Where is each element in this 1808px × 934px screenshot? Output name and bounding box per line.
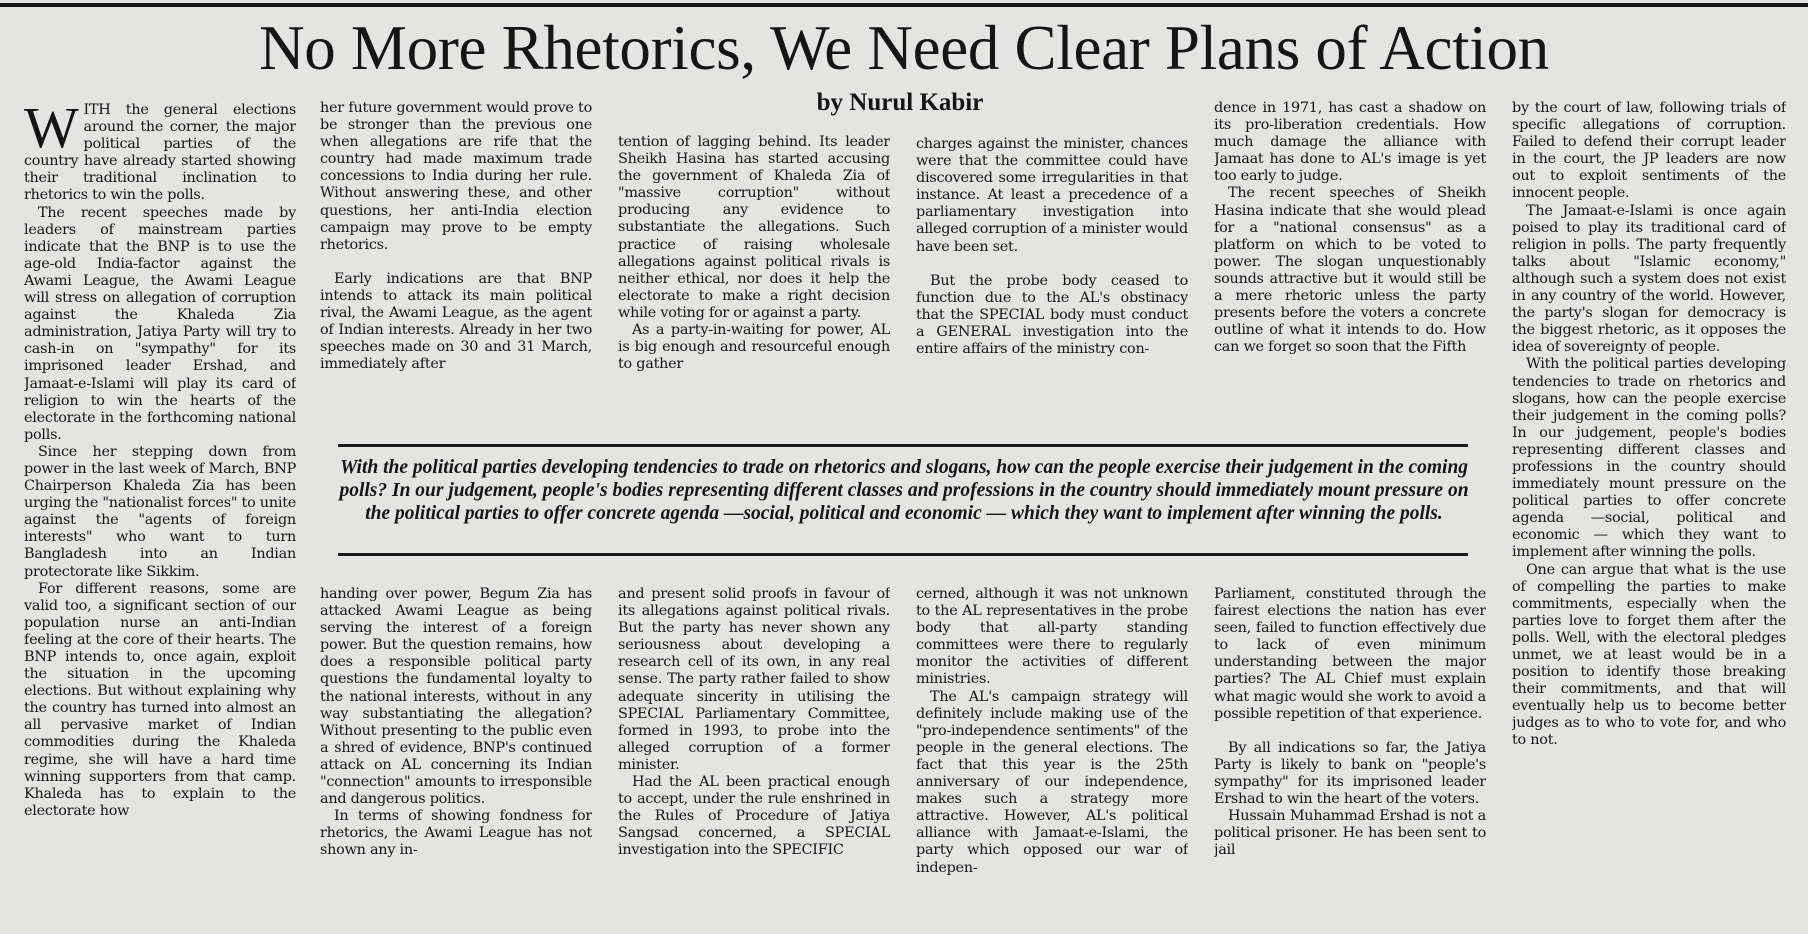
- col3-para-1: tention of lagging behind. Its leader Sheikh Hasina has started accusing the government of Khaleda Zia of "massive corruption" without producing any evidence to substantiate the allegations. Such practice of raising wholesale allegations against political rivals is neither ethical, nor does it help the electorate to make a right decision while voting for or against a party.: [618, 134, 890, 321]
- column-3-bottom: [618, 586, 890, 934]
- col3-para-3: and present solid proofs in favour of its allegations against political rivals. But the party has never shown any seriousness about developing a research cell of its own, in any real sense. The party rather failed to show adequate sincerity in utilising the SPECIAL Parliamentary Committee, formed in 1993, to probe into the alleged corruption of a former minister.: [618, 586, 890, 773]
- col5-para-4: By all indications so far, the Jatiya Party is likely to bank on "people's sympathy" for its imprisoned leader Ershad to win the heart of the voters.: [1214, 739, 1486, 808]
- byline: by Nurul Kabir: [816, 89, 984, 116]
- col1-para-3: Since her stepping down from power in the last week of March, BNP Chairperson Khaleda Zia has been urging the "nationalist forces" to unite against the "agents of foreign interests" who want to turn Bangladesh into an Indian protectorate like Sikkim.: [24, 443, 296, 580]
- col5-para-5: Hussain Muhammad Ershad is not a political prisoner. He has been sent to jail: [1214, 808, 1486, 859]
- col4-para-3: cerned, although it was not unknown to the AL representatives in the probe body that all-party standing committees were there to regularly monitor the activities of different ministries.: [916, 586, 1188, 688]
- col6-para-1: by the court of law, following trials of specific allegations of corruption. Failed to defend their corrupt leader in the court, the JP leaders are now out to exploit sentiments of the innocent people.: [1512, 100, 1786, 202]
- column-6: [1512, 100, 1786, 934]
- col2-para-4: In terms of showing fondness for rhetorics, the Awami League has not shown any in-: [320, 808, 592, 859]
- col6-para-4: One can argue that what is the use of compelling the parties to make commitments, especially when the parties love to forget them after the polls. Well, with the electoral pledges unmet, we at least would be in a position to identify those breaking their commitments, and that will eventually help us to become better judges as to who to vote for, and who to not.: [1512, 561, 1786, 749]
- col6-para-3: With the political parties developing tendencies to trade on rhetorics and slogans, how can the people exercise their judgement in the coming polls? In our judgement, people's bodies representing different classes and professions in the country should immediately mount pressure on the political parties to offer concrete agenda —social, political and economic — which they want to implement after winning the polls.: [1512, 356, 1786, 561]
- pull-quote-rule-bottom: [338, 553, 1468, 556]
- column-2-top: [320, 100, 592, 420]
- col1-para-2: The recent speeches made by leaders of mainstream parties indicate that the BNP is to use the age-old India-factor against the Awami League, the Awami League will stress on allegation of corruption against the Khaleda Zia administration, Jatiya Party will try to cash-in on "sympathy" for its imprisoned leader Ershad, and Jamaat-e-Islami will play its card of religion to win the hearts of the electorate in the forthcoming national polls.: [24, 204, 296, 443]
- column-5-top: [1214, 100, 1486, 420]
- headline: No More Rhetorics, We Need Clear Plans of Action: [259, 13, 1549, 83]
- col2-para-3: handing over power, Begum Zia has attacked Awami League as being serving the interest of a foreign power. But the question remains, how does a responsible political party questions the fundamental loyalty to the national interests, without in any way substantiating the allegation? Without presenting to the public even a shred of evidence, BNP's continued attack on AL concerning its Indian "connection" amounts to irresponsible and dangerous politics.: [320, 586, 592, 808]
- col5-para-3: Parliament, constituted through the fairest elections the nation has ever seen, failed to function effectively due to lack of even minimum understanding between the major parties? The AL Chief must explain what magic would she work to avoid a possible repetition of that experience.: [1214, 586, 1486, 722]
- col1-para-1: WITH the general elections around the corner, the major political parties of the country have already started showing their traditional inclination to rhetorics to win the polls.: [24, 102, 296, 204]
- col6-para-2: The Jamaat-e-Islami is once again poised to play its traditional card of religion in polls. The party frequently talks about "Islamic economy," although such a system does not exist in any country of the world. However, the party's slogan for democracy is the biggest rhetoric, as it opposes the idea of sovereignty of people.: [1512, 202, 1786, 356]
- col3-para-4: Had the AL been practical enough to accept, under the rule enshrined in the Rules of Procedure of Jatiya Sangsad concerned, a SPECIAL investigation into the SPECIFIC: [618, 774, 890, 859]
- column-4-bottom: [916, 586, 1188, 934]
- col5-para-1: dence in 1971, has cast a shadow on its pro-liberation credentials. How much damage the alliance with Jamaat has done to AL's image is yet too early to judge.: [1214, 100, 1486, 185]
- column-2-bottom: [320, 586, 592, 934]
- pull-quote-rule-top: [338, 444, 1468, 447]
- top-rule: [0, 3, 1808, 7]
- column-4-top: [916, 136, 1188, 420]
- col5-para-2: The recent speeches of Sheikh Hasina indicate that she would plead for a "national consensus" as a platform on which to be voted to power. The slogan unquestionably sounds attractive but it would still be a mere rhetoric unless the party presents before the voters a concrete outline of what it intends to do. How can we forget so soon that the Fifth: [1214, 185, 1486, 356]
- col2-para-1: her future government would prove to be stronger than the previous one when allegations are rife that the country had made maximum trade concessions to India during her rule. Without answering these, and other questions, her anti-India election campaign may prove to be empty rhetorics.: [320, 100, 592, 253]
- col4-para-1: charges against the minister, chances were that the committee could have discovered some irregularities in that instance. At least a precedence of a parliamentary investigation into alleged corruption of a minister would have been set.: [916, 136, 1188, 255]
- column-1: [24, 102, 296, 934]
- drop-cap: W: [24, 102, 79, 160]
- pull-quote: With the political parties developing tendencies to trade on rhetorics and slogans, how can the people exercise their judgement in the coming polls? In our judgement, people's bodies representing different classes and professions in the country should immediately mount pressure on the political parties to offer concrete agenda —social, political and economic — which they want to implement after winning the polls.: [339, 457, 1469, 524]
- col1-para-4: For different reasons, some are valid too, a significant section of our population nurse an anti-Indian feeling at the core of their hearts. The BNP intends to, once again, exploit the situation in the upcoming elections. But without explaining why the country has turned into almost an all pervasive market of Indian commodities during the Khaleda regime, she will have a hard time winning supporters from that camp. Khaleda has to explain to the electorate how: [24, 580, 296, 819]
- col4-para-4: The AL's campaign strategy will definitely include making use of the "pro-independence sentiments" of the people in the general elections. The fact that this year is the 25th anniversary of our independence, makes such a strategy more attractive. However, AL's political alliance with Jamaat-e-Islami, the party which opposed our war of indepen-: [916, 688, 1188, 876]
- col4-para-2: But the probe body ceased to function due to the AL's obstinacy that the SPECIAL body must conduct a GENERAL investigation into the entire affairs of the ministry con-: [916, 272, 1188, 358]
- column-3-top: [618, 134, 890, 420]
- column-5-bottom: [1214, 586, 1486, 934]
- col2-para-2: Early indications are that BNP intends to attack its main political rival, the Awami League, as the agent of Indian interests. Already in her two speeches made on 30 and 31 March, immediately after: [320, 270, 592, 373]
- col3-para-2: As a party-in-waiting for power, AL is big enough and resourceful enough to gather: [618, 322, 890, 373]
